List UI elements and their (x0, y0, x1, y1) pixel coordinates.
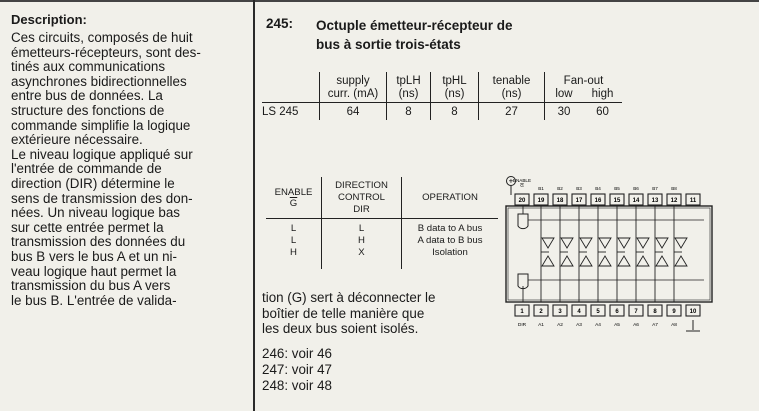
pin-label-b6: B6 (633, 186, 639, 191)
component-title-line: bus à sortie trois-états (316, 37, 461, 52)
row-operation: A data to B bus (417, 235, 483, 246)
top-pin-16: 16 (594, 198, 602, 204)
buffer-down-icon (618, 238, 630, 248)
ground-symbol (686, 320, 700, 331)
buffer-up-icon (542, 256, 554, 266)
reference-item: 246: voir 46 (262, 346, 332, 361)
bottom-pin-6: 6 (615, 309, 619, 315)
pin-label-b1: B1 (538, 186, 544, 191)
pin-label-a5: A5 (614, 323, 620, 328)
bottom-pin-3: 3 (558, 309, 562, 315)
chip-body (506, 206, 712, 302)
bottom-pin-5: 5 (596, 309, 600, 315)
pin-label-b3: B3 (576, 186, 582, 191)
top-pin-18: 18 (556, 198, 564, 204)
buffer-down-icon (637, 238, 649, 248)
header-tphl-unit: (ns) (444, 88, 465, 100)
pin-label-g: G (520, 183, 524, 188)
buffer-down-icon (675, 238, 687, 248)
bottom-pin-4: 4 (577, 309, 581, 315)
buffer-down-icon (599, 238, 611, 248)
buffer-up-icon (618, 256, 630, 266)
reference-item: 248: voir 48 (262, 378, 332, 393)
description-line: nées. Un niveau logique bas (11, 205, 180, 221)
header-supply-unit: curr. (mA) (327, 88, 379, 100)
top-pin-14: 14 (632, 198, 640, 204)
buffer-up-icon (675, 256, 687, 266)
component-title-line: Octuple émetteur-récepteur de (316, 18, 513, 33)
bottom-pin-8: 8 (653, 309, 657, 315)
description-line: structure des fonctions de (11, 102, 165, 118)
row-operation: B data to A bus (417, 223, 483, 234)
row-operation: Isolation (432, 247, 468, 258)
description-line: le bus B. L'entrée de valida- (11, 292, 177, 308)
buffer-up-icon (561, 256, 573, 266)
pin-label-a7: A7 (652, 323, 658, 328)
top-pin-20: 20 (518, 198, 526, 204)
pin-label-b7: B7 (652, 186, 658, 191)
buffer-up-icon (656, 256, 668, 266)
header-fanout-high: high (591, 88, 614, 100)
bottom-pin-9: 9 (672, 309, 676, 315)
bottom-pin-2: 2 (539, 309, 543, 315)
row-enable: H (290, 247, 297, 258)
header-tenable: tenable (492, 75, 531, 87)
continuation-line: boîtier de telle manière que (262, 305, 425, 321)
buffer-up-icon (580, 256, 592, 266)
bottom-pin-7: 7 (634, 309, 638, 315)
top-pin-15: 15 (613, 198, 621, 204)
description-line: transmission du bus A vers (11, 278, 171, 294)
continuation-line: les deux bus soient isolés. (262, 321, 419, 337)
pinout-diagram (504, 174, 720, 340)
row-dir: X (358, 247, 365, 258)
row-supply: 64 (346, 106, 360, 118)
row-enable: L (290, 223, 297, 234)
spec-table (262, 72, 622, 124)
header-fanout: Fan-out (563, 75, 604, 87)
description-body (11, 31, 239, 308)
header-direction: DIRECTION (335, 180, 388, 191)
pin-label-a2: A2 (557, 323, 563, 328)
description-line: sens de transmission des don- (11, 190, 193, 206)
component-number: 245: (266, 16, 294, 31)
pin-label-a6: A6 (633, 323, 639, 328)
header-direction-control: CONTROL (338, 192, 385, 203)
pin-label-b4: B4 (595, 186, 601, 191)
description-line: veau logique haut permet la (11, 263, 177, 279)
top-pin-12: 12 (670, 198, 678, 204)
buffer-up-icon (637, 256, 649, 266)
buffer-down-icon (656, 238, 668, 248)
pin-label-b8: B8 (671, 186, 677, 191)
pin-label-a3: A3 (576, 323, 582, 328)
description-line: Le niveau logique appliqué sur (11, 146, 193, 162)
description-line: tinés aux communications (11, 59, 166, 75)
pin-label-a1: A1 (538, 323, 544, 328)
pin-label-enable: ENABLE (512, 178, 532, 183)
top-pin-17: 17 (575, 198, 583, 204)
pin-label-a8: A8 (671, 323, 677, 328)
pin-label-a4: A4 (595, 323, 601, 328)
description-line: Ces circuits, composés de huit (11, 30, 193, 45)
header-fanout-low: low (555, 88, 573, 100)
function-table (266, 177, 498, 269)
description-line: émetteurs-récepteurs, sont des- (11, 44, 201, 60)
header-operation: OPERATION (422, 192, 478, 203)
row-tplh: 8 (405, 106, 412, 118)
cross-references (262, 346, 332, 394)
header-tenable-unit: (ns) (501, 88, 522, 100)
description-heading: Description: (11, 12, 87, 27)
description-line: asynchrones bidirectionnelles (11, 73, 187, 89)
top-pin-13: 13 (651, 198, 659, 204)
row-part: LS 245 (262, 106, 299, 118)
reference-item: 247: voir 47 (262, 362, 332, 377)
top-pin-11: 11 (689, 198, 697, 204)
description-line: sur cette entrée permet la (11, 219, 164, 235)
pin-label-b2: B2 (557, 186, 563, 191)
row-enable: L (290, 235, 297, 246)
pin-label-dir: DIR (517, 323, 527, 328)
buffer-down-icon (542, 238, 554, 248)
enable-gate (518, 214, 528, 229)
row-fanout-low: 30 (557, 106, 571, 118)
description-line: entre bus de données. La (11, 88, 163, 104)
column-divider (253, 0, 255, 411)
buffer-up-icon (599, 256, 611, 266)
header-tphl: tpHL (442, 75, 467, 87)
top-pin-19: 19 (537, 198, 545, 204)
component-title (316, 16, 513, 54)
bottom-pin-1: 1 (520, 309, 524, 315)
row-tphl: 8 (451, 106, 458, 118)
row-fanout-high: 60 (596, 106, 609, 118)
bottom-pin-10: 10 (689, 309, 697, 315)
header-tplh-unit: (ns) (398, 88, 419, 100)
row-dir: L (358, 223, 365, 234)
header-tplh: tpLH (396, 75, 421, 87)
row-tenable: 27 (505, 106, 518, 118)
header-supply: supply (336, 75, 370, 87)
continuation-line: tion (G) sert à déconnecter le (262, 290, 436, 305)
header-enable: ENABLE (274, 187, 313, 198)
description-line: transmission des données du (11, 234, 186, 250)
header-direction-dir: DIR (353, 204, 370, 215)
vcc-mark: + (508, 176, 514, 186)
header-enable-g: $\overline{G}$ (289, 198, 298, 209)
description-line: commande simplifie la logique (11, 117, 191, 133)
buffer-down-icon (561, 238, 573, 248)
description-line: l'entrée de commande de (11, 161, 162, 177)
description-line: bus B vers le bus A et un ni- (11, 248, 177, 264)
pin-label-b5: B5 (614, 186, 620, 191)
description-continuation (262, 290, 492, 337)
top-rule (0, 0, 759, 2)
row-dir: H (358, 235, 365, 246)
description-line: direction (DIR) détermine le (11, 175, 175, 191)
description-line: extérieure nécessaire. (11, 132, 143, 148)
buffer-down-icon (580, 238, 592, 248)
